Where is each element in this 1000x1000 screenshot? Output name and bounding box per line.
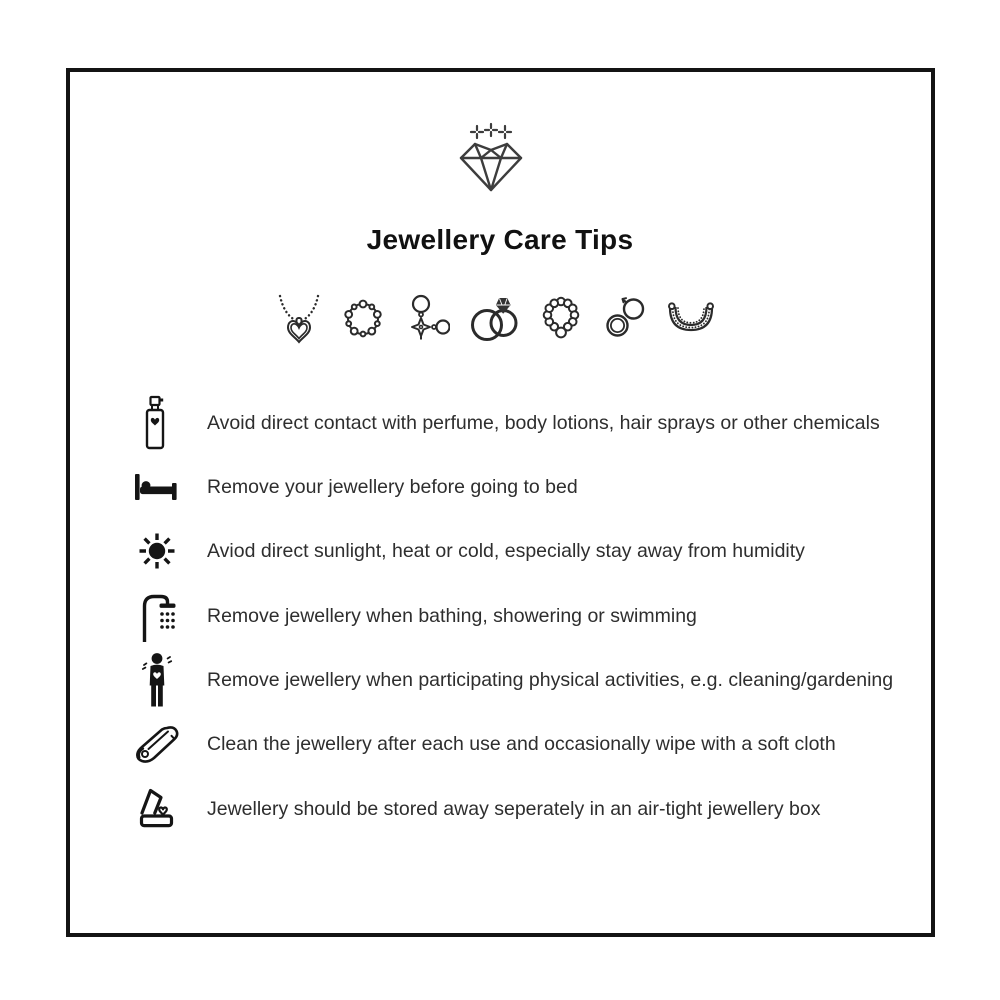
heart-pendant-necklace-icon: [276, 292, 322, 344]
sun-icon: [128, 531, 186, 571]
tip-text: Remove your jewellery before going to bed: [207, 475, 578, 498]
person-activity-icon: [128, 652, 186, 708]
shower-icon: [128, 590, 186, 642]
stud-earrings-icon: [404, 292, 450, 344]
jewellery-box-icon: [128, 787, 186, 831]
soft-cloth-icon: [128, 724, 186, 764]
tip-row-bed: [128, 455, 578, 519]
diamond-sparkles-icon: [452, 122, 530, 205]
tip-text: Aviod direct sunlight, heat or cold, especially stay away from humidity: [207, 539, 805, 562]
tip-row-clean: [128, 712, 836, 776]
perfume-bottle-icon: [128, 394, 186, 452]
tip-text: Jewellery should be stored away seperately in an air-tight jewellery box: [207, 797, 821, 820]
tip-row-chemicals: [128, 391, 880, 455]
tip-row-activities: [128, 648, 893, 712]
page-title: Jewellery Care Tips: [366, 224, 634, 255]
tip-text: Remove jewellery when bathing, showering or swimming: [207, 604, 697, 627]
jewellery-icons-row: [0, 292, 992, 344]
tip-text: Clean the jewellery after each use and occasionally wipe with a soft cloth: [207, 732, 836, 755]
tip-text: Remove jewellery when participating physical activities, e.g. cleaning/gardening: [207, 668, 894, 691]
tip-text: Avoid direct contact with perfume, body lotions, hair sprays or other chemicals: [207, 411, 880, 434]
beaded-bracelet-icon: [340, 295, 386, 341]
tip-row-sunlight: [128, 519, 805, 583]
tip-row-storage: [128, 777, 820, 841]
bed-icon: [128, 473, 186, 501]
pearl-necklace-icon: [538, 293, 584, 343]
interlocked-rings-icon: [468, 293, 520, 343]
cuff-bangle-icon: [666, 298, 716, 338]
hoop-earrings-icon: [602, 295, 648, 341]
tip-row-shower: [128, 584, 697, 648]
